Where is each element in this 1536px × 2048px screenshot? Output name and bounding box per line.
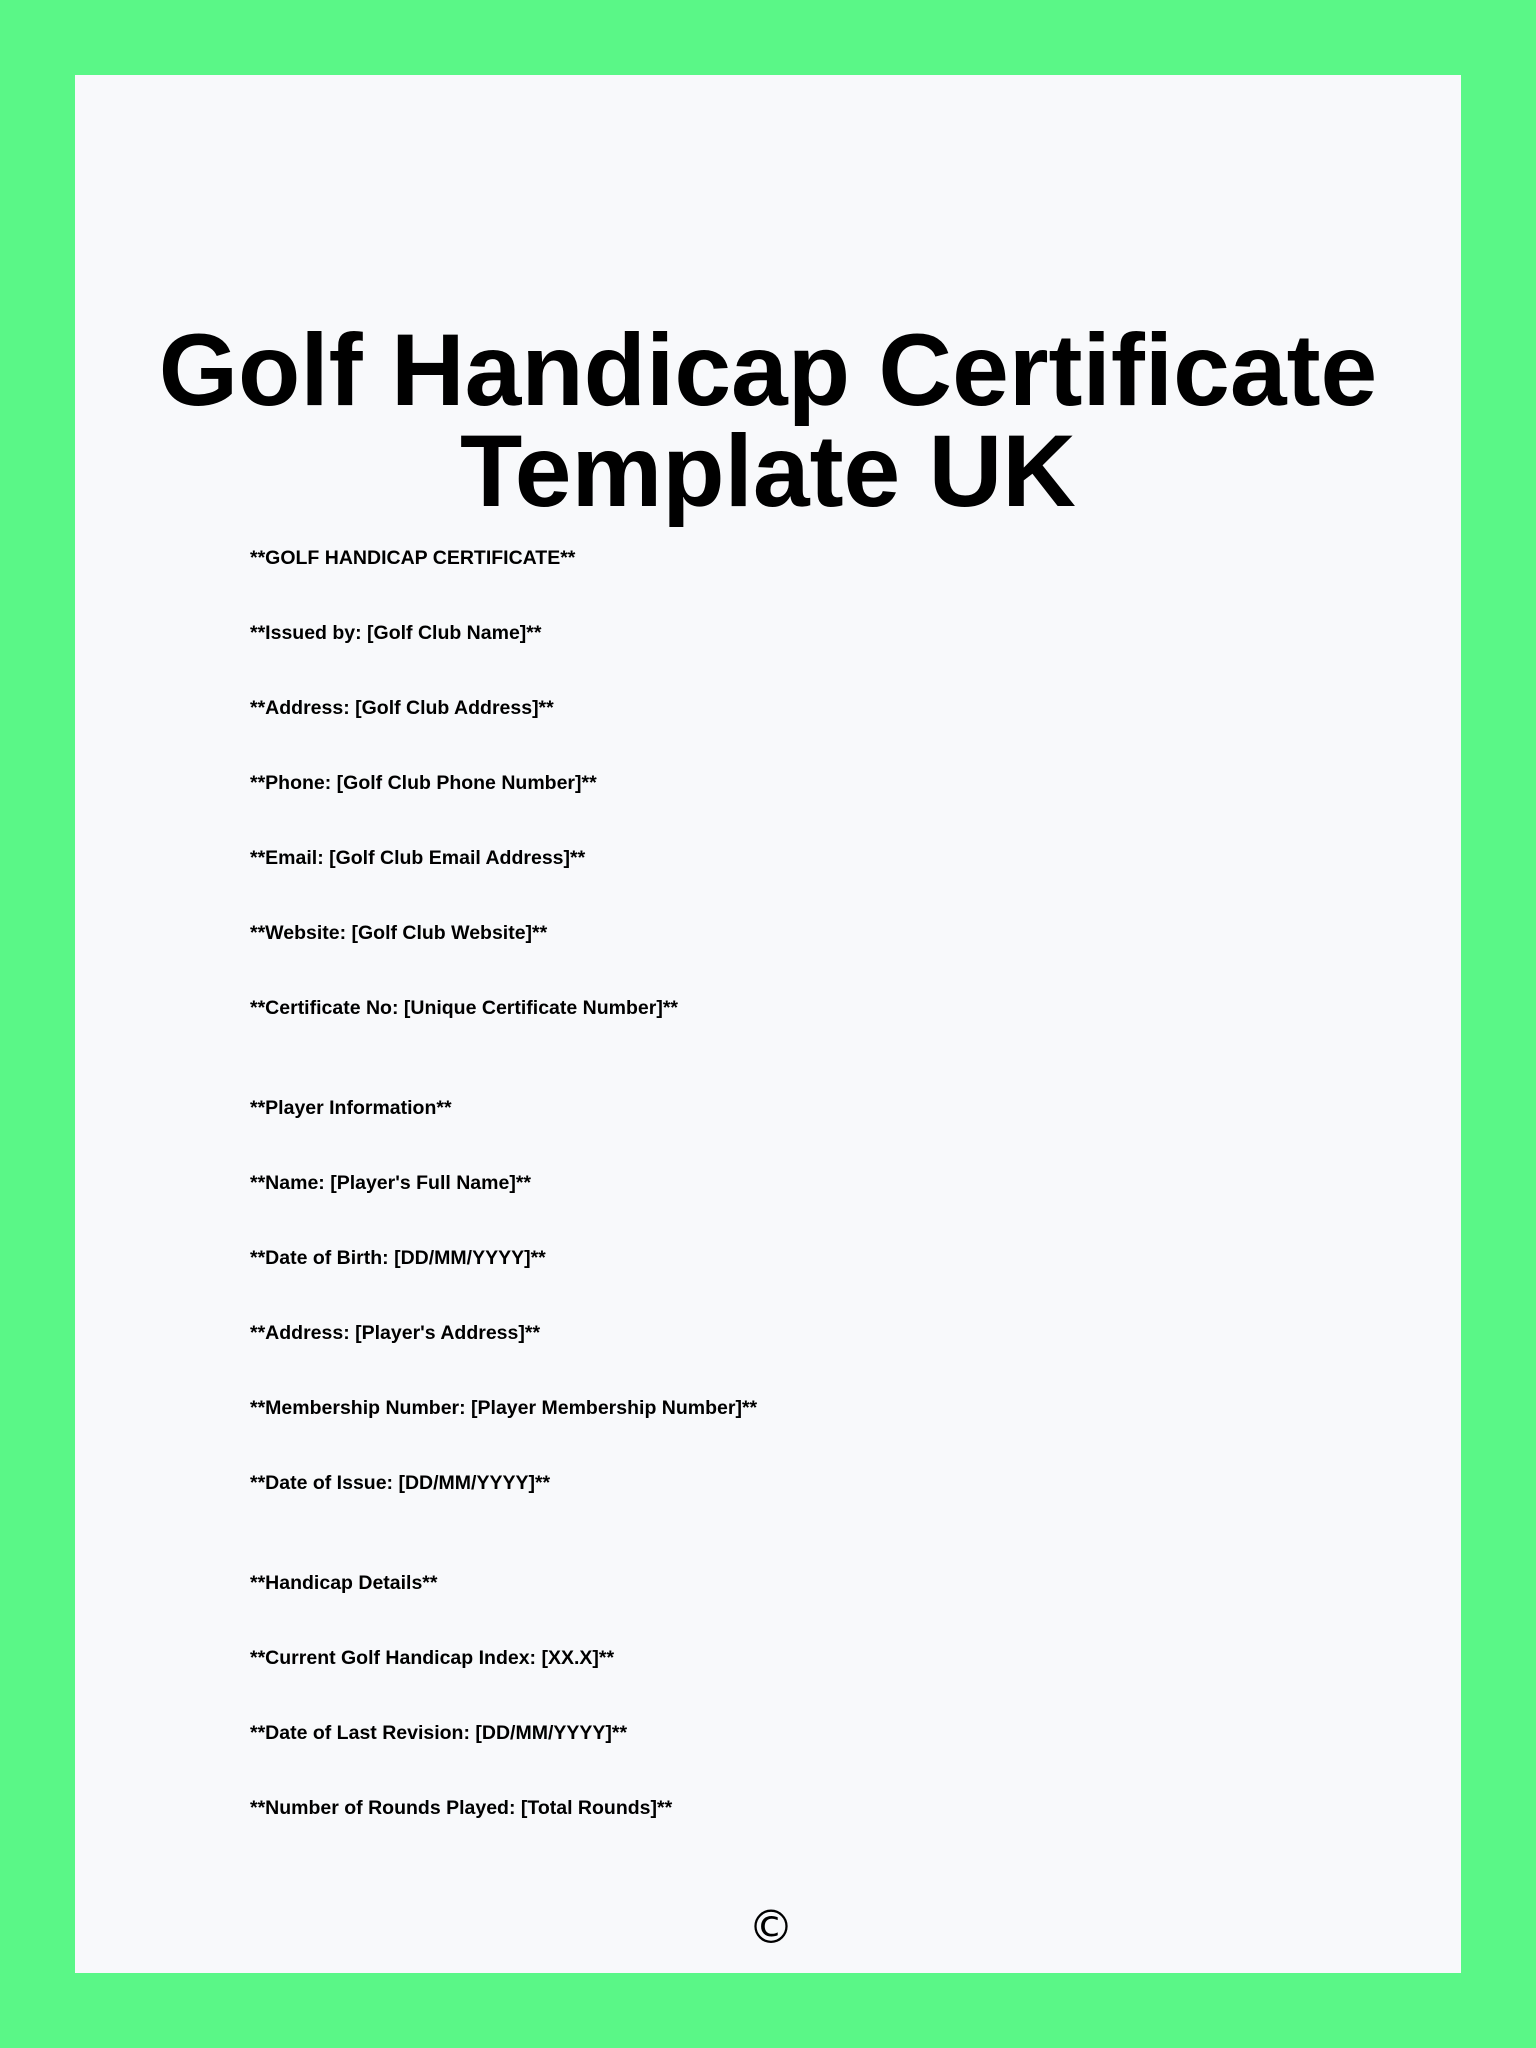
handicap-index: **Current Golf Handicap Index: [XX.X]** bbox=[250, 1647, 615, 1669]
player-date-of-issue: **Date of Issue: [DD/MM/YYYY]** bbox=[250, 1472, 551, 1494]
title-line-2: Template UK bbox=[460, 414, 1076, 528]
page-title bbox=[75, 313, 1461, 528]
document-page bbox=[75, 75, 1461, 1973]
club-info-phone: **Phone: [Golf Club Phone Number]** bbox=[250, 772, 597, 794]
club-info-website: **Website: [Golf Club Website]** bbox=[250, 922, 548, 944]
handicap-rounds-played: **Number of Rounds Played: [Total Rounds]** bbox=[250, 1797, 673, 1819]
club-info-email: **Email: [Golf Club Email Address]** bbox=[250, 847, 586, 869]
player-section-heading: **Player Information** bbox=[250, 1097, 452, 1119]
title-line-1: Golf Handicap Certificate bbox=[158, 313, 1378, 427]
player-name: **Name: [Player's Full Name]** bbox=[250, 1172, 531, 1194]
player-membership-number: **Membership Number: [Player Membership Number]** bbox=[250, 1397, 758, 1419]
player-address: **Address: [Player's Address]** bbox=[250, 1322, 541, 1344]
club-info-address: **Address: [Golf Club Address]** bbox=[250, 697, 554, 719]
club-info-certificate-no: **Certificate No: [Unique Certificate Number]** bbox=[250, 997, 678, 1019]
club-info-issued-by: **Issued by: [Golf Club Name]** bbox=[250, 622, 542, 644]
player-date-of-birth: **Date of Birth: [DD/MM/YYYY]** bbox=[250, 1247, 546, 1269]
handicap-last-revision: **Date of Last Revision: [DD/MM/YYYY]** bbox=[250, 1722, 628, 1744]
handicap-section-heading: **Handicap Details** bbox=[250, 1572, 438, 1594]
copyright-icon: © bbox=[748, 1900, 794, 1954]
certificate-header: **GOLF HANDICAP CERTIFICATE** bbox=[250, 547, 576, 569]
